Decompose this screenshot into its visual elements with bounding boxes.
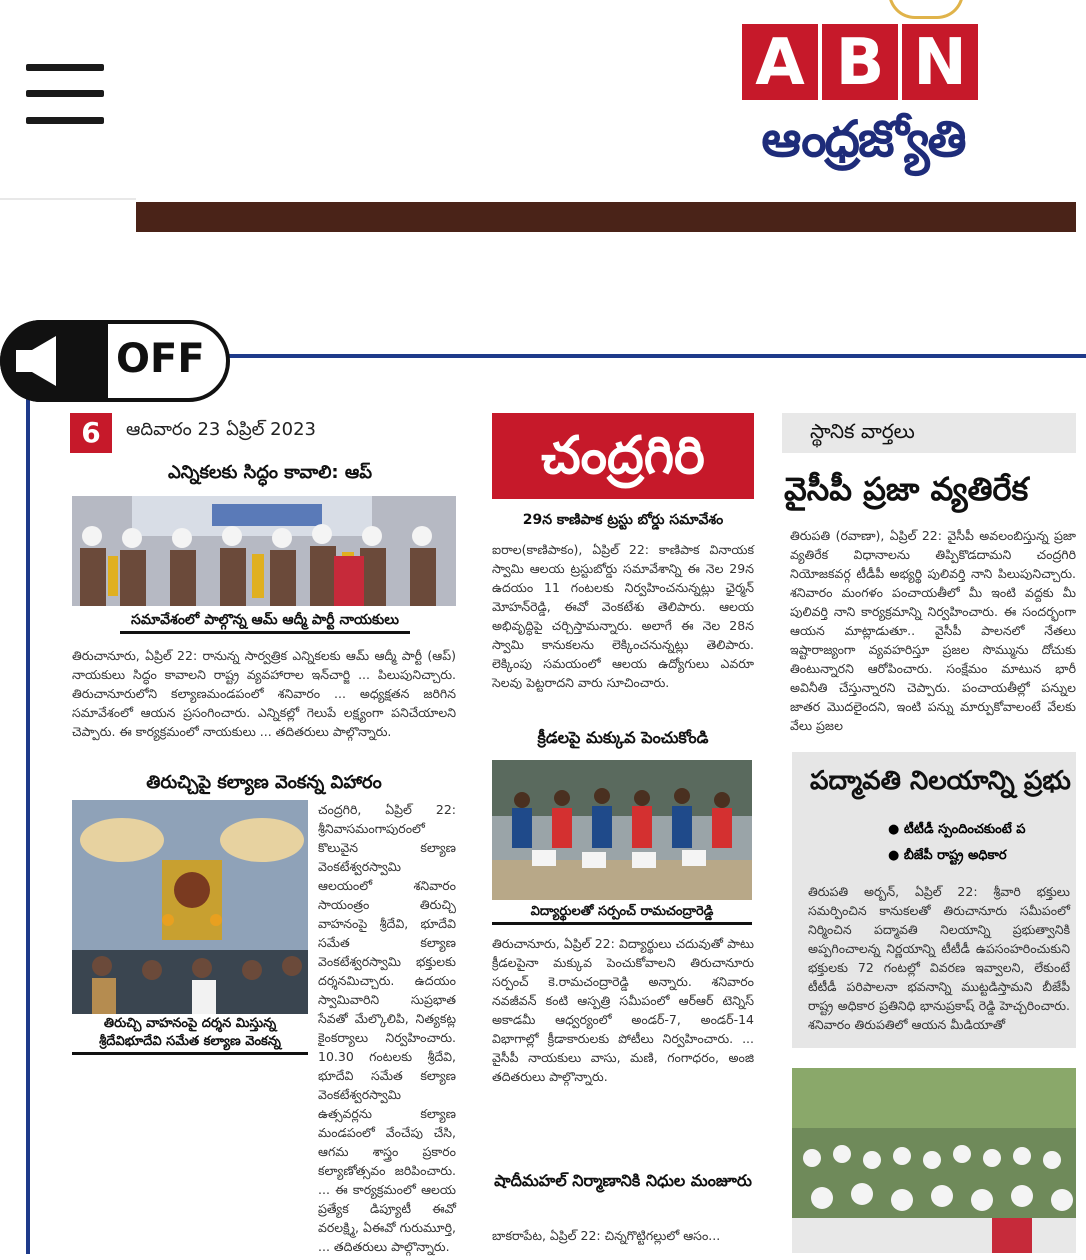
story-body: బాకరాపేట, ఏప్రిల్ 22: చిన్నగొట్టిగల్లులో ఆసం... bbox=[492, 1228, 721, 1243]
audio-toggle-button[interactable] bbox=[0, 320, 230, 402]
logo-letter-b: B bbox=[822, 24, 898, 100]
story-headline[interactable]: క్రీడలపై మక్కువ పెంచుకోండి bbox=[537, 728, 709, 747]
page-dateline: ఆదివారం 23 ఏప్రిల్ 2023 bbox=[126, 419, 316, 440]
photo-caption: సమావేశంలో పాల్గొన్న ఆమ్ ఆద్మీ పార్టీ నాయకులు bbox=[120, 612, 410, 634]
story-photo-crowd[interactable] bbox=[792, 1068, 1076, 1253]
section-label bbox=[782, 413, 1076, 453]
story-headline: పద్మావతి నిలయాన్ని ప్రభు bbox=[810, 766, 1071, 796]
story-bullet: ● టీటీడీ స్పందించకుంటే ప bbox=[888, 822, 1026, 837]
app-header bbox=[0, 0, 1076, 198]
speaker-icon bbox=[10, 336, 80, 386]
story-photo-tiruchi-vahanam[interactable] bbox=[72, 800, 308, 1014]
story-headline[interactable]: 29న కాణిపాక ట్రస్టు బోర్డు సమావేశం bbox=[522, 512, 724, 528]
story-headline[interactable]: తిరుచ్చిపై కల్యాణ వెంకన్న విహారం bbox=[146, 772, 382, 793]
story-body-continued bbox=[72, 1072, 456, 1253]
audio-off-label: OFF bbox=[116, 336, 205, 382]
menu-icon[interactable] bbox=[26, 64, 104, 124]
photo-caption: విద్యార్థులతో సర్పంచ్ రామచంద్రారెడ్డి bbox=[492, 904, 752, 925]
story-bullet-text: టీటీడీ స్పందించకుంటే ప bbox=[903, 822, 1026, 837]
story-headline[interactable]: ఎన్నికలకు సిద్ధం కావాలి: ఆప్ bbox=[167, 462, 373, 483]
page-number: 6 bbox=[70, 413, 112, 453]
news-column-1 bbox=[70, 460, 470, 487]
logo-swirl bbox=[888, 0, 964, 19]
story-headline[interactable]: వైసీపీ ప్రజా వ్యతిరేక bbox=[784, 470, 1029, 508]
story-headline[interactable]: షాదీమహల్ నిర్మాణానికి నిధుల మంజూరు bbox=[494, 1171, 752, 1190]
story-photo-sports-students[interactable] bbox=[492, 760, 752, 900]
section-label-text: స్థానిక వార్తలు bbox=[810, 419, 915, 443]
story-photo-aap-meeting[interactable] bbox=[72, 496, 456, 606]
logo-letter-n: N bbox=[902, 24, 978, 100]
brown-band bbox=[136, 198, 1076, 232]
story-body: తిరుచానూరు, ఏప్రిల్ 22: విద్యార్థులు చదువుతో పాటు క్రీడలపైనా మక్కువ పెంచుకోవాలని తిరుచానూరు సర్పంచ్ కె.రామచంద్రారెడ్డి అన్నారు. శనివారం నవజీవన్ కంటి ఆస్పత్రి సమీపంలో ఆర్‌ఆర్ టెన్నిస్ అకాడమీ ఆధ్వర్యంలో అండర్-7, అండర్-14 విభాగాల్లో క్రీడాకారులకు పోటీలు నిర్వహించారు. ... వైసీపీ నాయకులు వాసు, మణి, గంగాధరం, అంజి తదితరులు పాల్గొన్నారు. bbox=[492, 936, 754, 1084]
story-body: చంద్రగిరి, ఏప్రిల్ 22: శ్రీనివాసమంగాపురంలో కొలువైన కల్యాణ వెంకటేశ్వరస్వామి ఆలయంలో శనివారం సాయంత్రం తిరుచ్చి వాహనంపై శ్రీదేవి, భూదేవి సమేత కల్యాణ వెంకటేశ్వరస్వామి భక్తులకు దర్శనమిచ్చారు. ఉదయం స్వామివారిని సుప్రభాత సేవతో మేల్కొలిపి, నిత్యకట్ల కైంకర్యాలు నిర్వహించారు. 10.30 గంటలకు శ్రీదేవి, భూదేవి సమేత కల్యాణ వెంకటేశ్వరస్వామి ఉత్సవర్లను కల్యాణ మండపంలో వేంచేపు చేసి, ఆగమ శాస్త్రం ప్రకారం కల్యాణోత్సవం జరిపించారు. ... ఈ కార్యక్రమంలో ఆలయ ప్రత్యేక డిప్యూటీ ఈవో వరలక్ష్మి, ఏఈవో గురుమూర్తి, ... తదితరులు పాల్గొన్నారు. bbox=[318, 802, 456, 1254]
logo-telugu-wordmark: ఆంధ్రజ్యోతి bbox=[761, 110, 965, 168]
boxed-story[interactable] bbox=[792, 752, 1076, 1048]
page-rule-left bbox=[26, 354, 30, 1254]
story-body: తిరుచానూరు, ఏప్రిల్ 22: రానున్న సార్వత్రిక ఎన్నికలకు ఆమ్ ఆద్మీ పార్టీ (ఆప్) నాయకులు సిద్ధం కావాలని రాష్ట్ర వ్యవహారాల ఇన్‌చార్జి ... పిలుపునిచ్చారు. తిరుచానూరులోని కల్యాణమండపంలో శనివారం ... అధ్యక్షతన జరిగిన సమావేశంలో ఆయన ప్రసంగించారు. ఎన్నికల్లో గెలుపే లక్ష్యంగా పనిచేయాలని చెప్పారు. ఈ కార్యక్రమంలో నాయకులు ... తదితరులు పాల్గొన్నారు. bbox=[72, 648, 456, 739]
story-bullet-text: బీజేపీ రాష్ట్ర అధికార bbox=[903, 848, 1007, 863]
photo-caption: తిరుచ్చి వాహనంపై దర్శన మిస్తున్న శ్రీదేవిభూదేవి సమేత కల్యాణ వెంకన్న bbox=[72, 1016, 308, 1055]
speaker-icon-bg bbox=[0, 320, 108, 402]
story-body: తిరుపతి అర్బన్, ఏప్రిల్ 22: శ్రీవారి భక్తులు సమర్పించిన కానుకలతో తిరుచానూరు సమీపంలో నిర్మించిన పద్మావతి నిలయాన్ని ప్రభుత్వానికి అప్పగించాలన్న నిర్ణయాన్ని టీటీడీ ఉపసంహరించుకుని భక్తులకు 72 గంటల్లో వివరణ ఇవ్వాలని, లేకుంటే టీటీడీ పరిపాలనా భవనాన్ని ముట్టడిస్తామని బీజేపీ రాష్ట్ర అధికార ప్రతినిధి భానుప్రకాష్ రెడ్డి హెచ్చరించారు. శనివారం తిరుపతిలో ఆయన మీడియాతో bbox=[808, 884, 1070, 1032]
abn-andhrajyothy-logo[interactable] bbox=[738, 0, 988, 180]
logo-letter-a: A bbox=[742, 24, 818, 100]
story-body: తిరుపతి (రవాణా), ఏప్రిల్ 22: వైసీపీ అవలంబిస్తున్న ప్రజా వ్యతిరేక విధానాలను తిప్పికొడదామని చంద్రగిరి నియోజకవర్గ టీడీపీ అభ్యర్థి పులివర్తి నాని పిలుపునిచ్చారు. శనివారం మంగళం పంచాయతీలో మీ ఇంటి వద్దకు మీ పులివర్తి నాని కార్యక్రమాన్ని నిర్వహించారు. ఈ సందర్భంగా ఆయన మాట్లాడుతూ.. వైసీపీ పాలనలో నేతలు ఇష్టారాజ్యంగా వ్యవహరిస్తూ ప్రజల సొమ్మును దోచుకు తింటున్నారని ఆరోపించారు. సంక్షేమం మాటున భారీ అవినీతి చేస్తున్నారని చెప్పారు. పంచాయతీల్లో పన్నుల జాతర మొదలైందని, ఇంటి పన్ను మార్పుకోవాలంటే వేలకు వేలు ప్రజల bbox=[790, 528, 1076, 733]
story-body: ఐరాల(కాణిపాకం), ఏప్రిల్ 22: కాణిపాక వినాయక స్వామి ఆలయ ట్రస్టుబోర్డు సమావేశాన్ని ఈ నెల 29న ఉదయం 11 గంటలకు నిర్వహించనున్నట్లు ఛైర్మన్ మోహన్‌రెడ్డి, ఈవో వెంకటేశు తెలిపారు. ఆలయ అభివృద్ధిపై చర్చిస్తామన్నారు. అలాగే ఈ నెల 28న స్వామి కానుకలను లెక్కించనున్నట్లు తెలిపారు. లెక్కింపు సమయంలో ఆలయ ఉద్యోగులు ఎవరూ సెలవు పెట్టరాదని వారు సూచించారు. bbox=[492, 542, 754, 690]
edition-masthead: చంద్రగిరి bbox=[492, 413, 754, 499]
story-bullet: ● బీజేపీ రాష్ట్ర అధికార bbox=[888, 848, 1007, 863]
